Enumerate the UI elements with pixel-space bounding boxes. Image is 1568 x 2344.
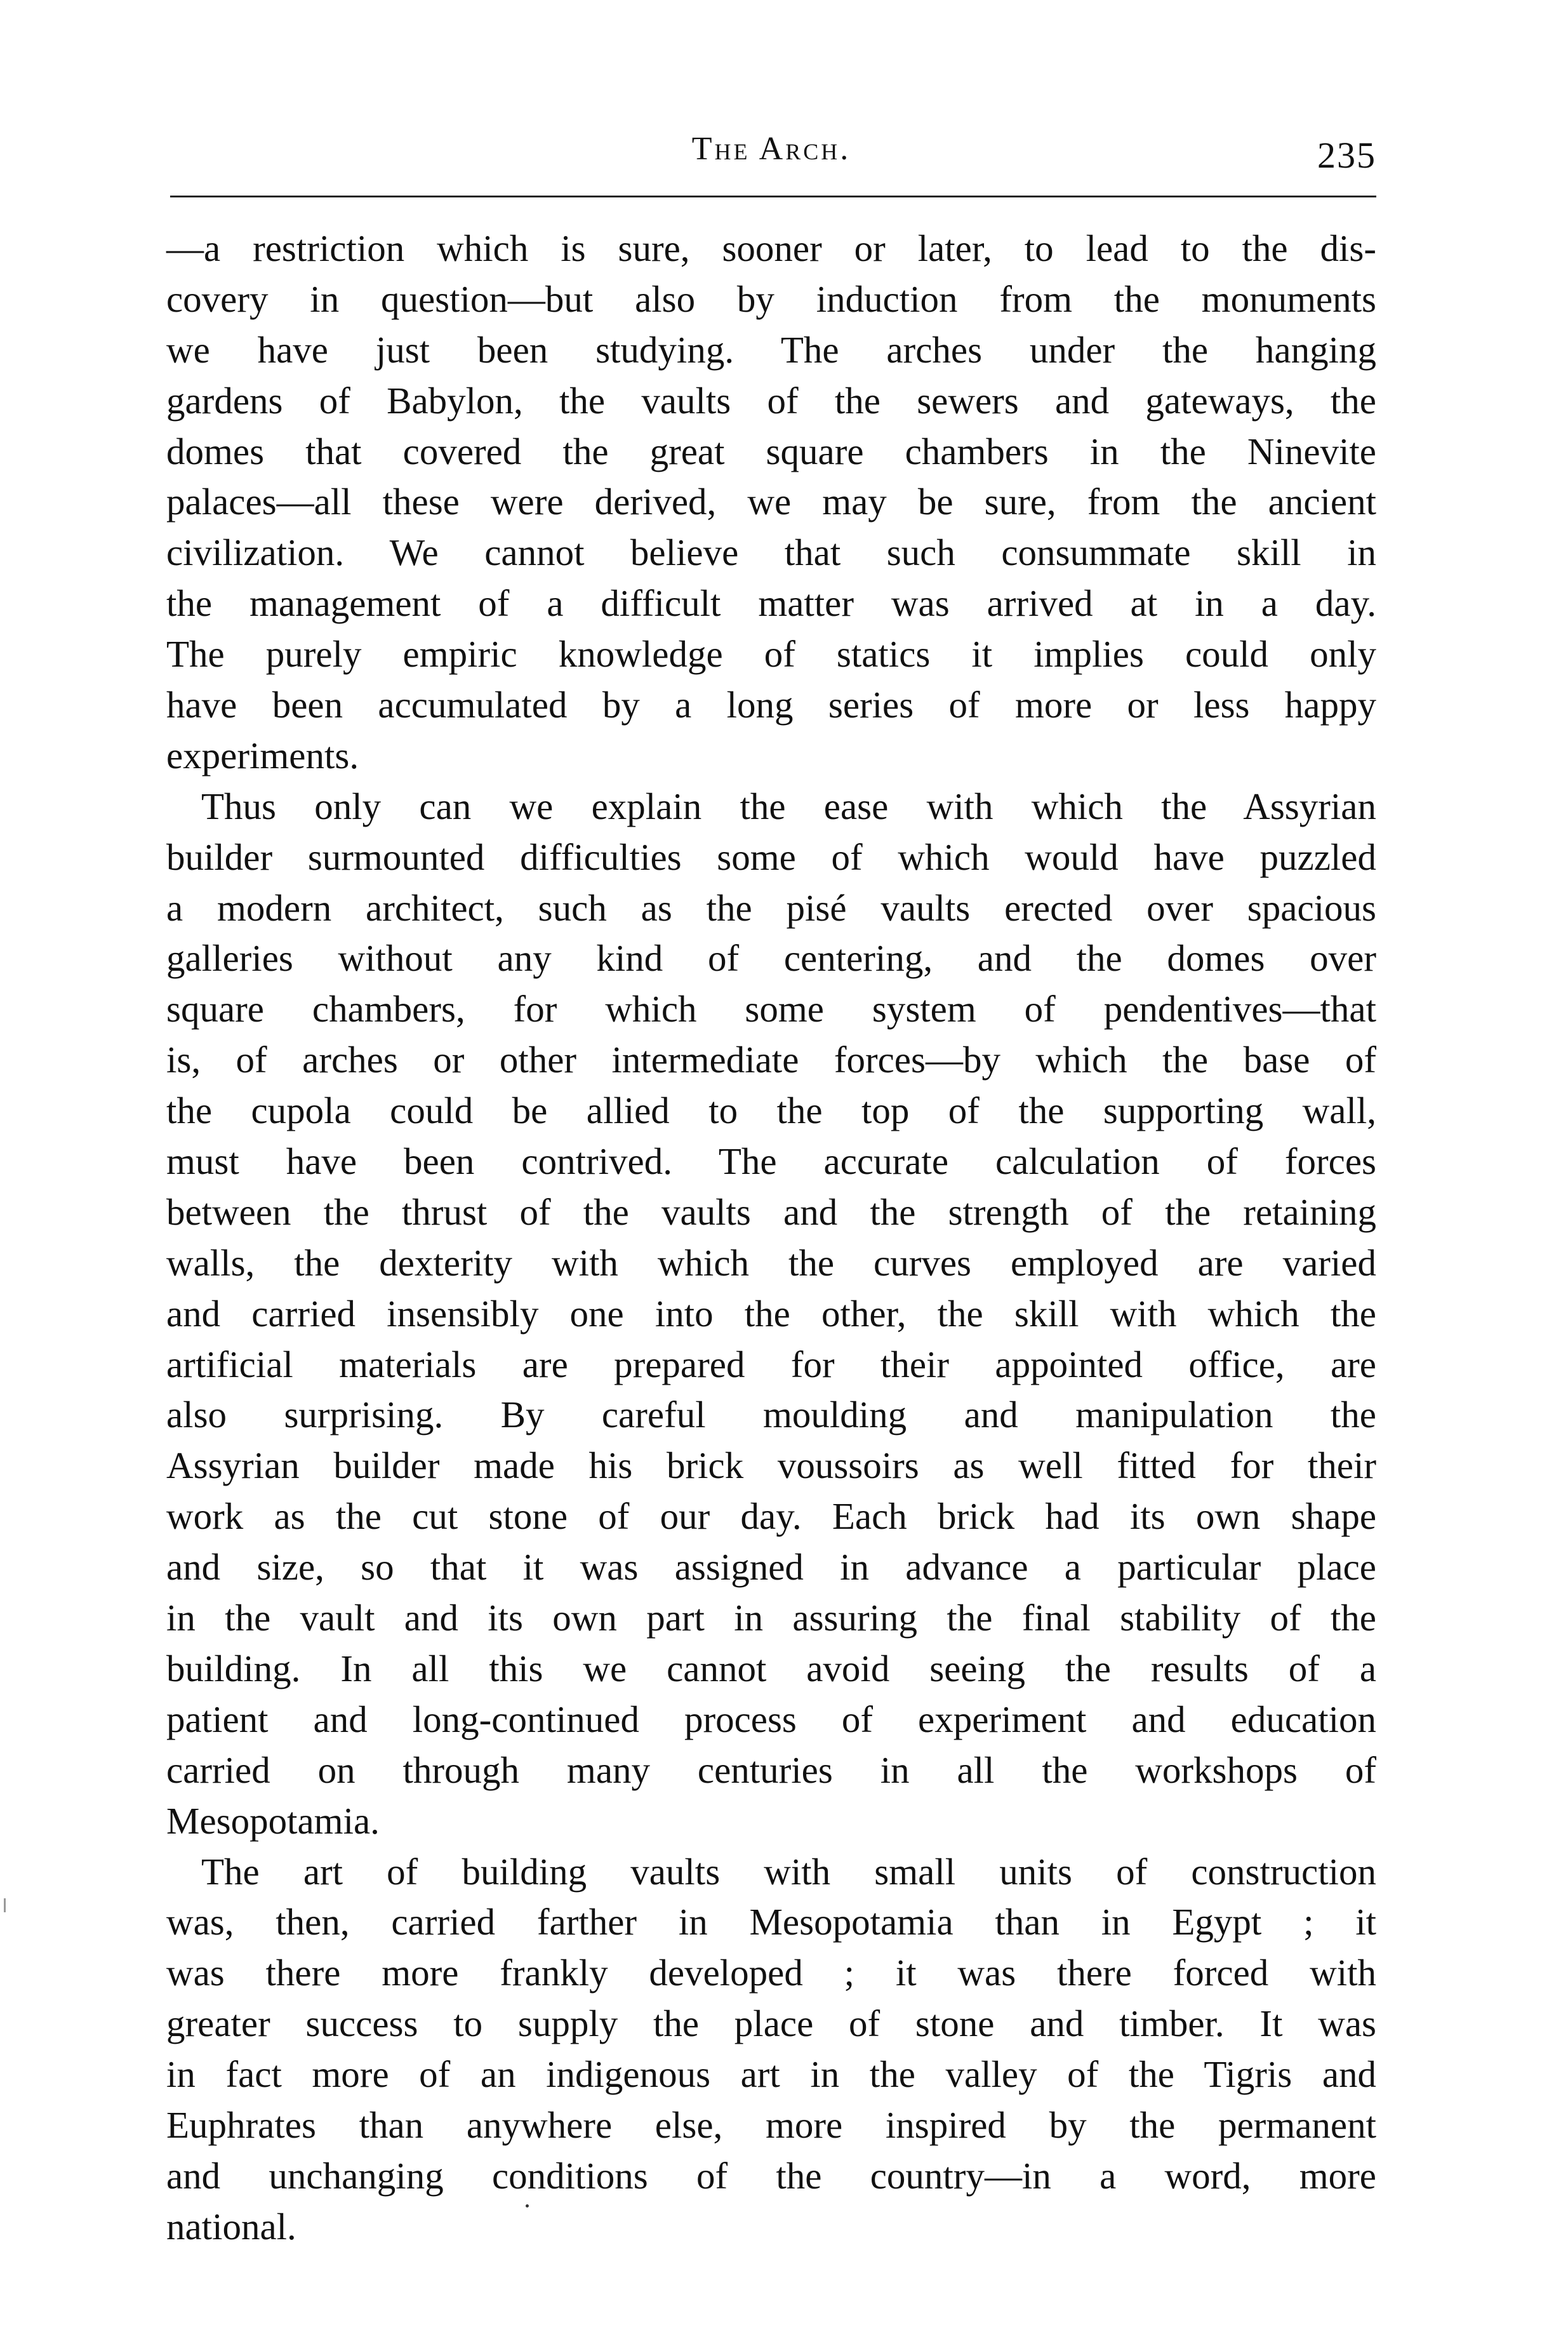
text-line: galleries without any kind of centering, and the domes over (166, 937, 1376, 980)
text-line: is, of arches or other intermediate forces—by which the base of (166, 1039, 1376, 1081)
text-line: work as the cut stone of our day. Each brick had its own shape (166, 1495, 1376, 1538)
text-line: must have been contrived. The accurate calculation of forces (166, 1140, 1376, 1183)
text-line: carried on through many centuries in all the workshops of (166, 1748, 1376, 1791)
text-line: patient and long-continued process of experiment and education (166, 1698, 1376, 1740)
text-line: Assyrian builder made his brick voussoirs as well fitted for their (166, 1444, 1376, 1487)
text-line: —a restriction which is sure, sooner or later, to lead to the dis- (166, 227, 1376, 269)
text-line: greater success to supply the place of stone and timber. It was (166, 2002, 1376, 2045)
page-number: 235 (1317, 135, 1376, 176)
text-line: was there more frankly developed ; it was there forced with (166, 1952, 1376, 1994)
text-line: walls, the dexterity with which the curves employed are varied (166, 1241, 1376, 1284)
text-line: square chambers, for which some system of pendentives—that (166, 988, 1376, 1030)
ink-speck (526, 2204, 529, 2207)
text-line: national. (166, 2205, 296, 2247)
running-title: The Arch. (691, 131, 851, 167)
text-line: in fact more of an indigenous art in the valley of the Tigris and (166, 2053, 1376, 2096)
running-head (166, 124, 1376, 175)
paragraph-start-line: The art of building vaults with small units of construction (201, 1850, 1376, 1893)
paragraph-start-line: Thus only can we explain the ease with which the Assyrian (201, 785, 1376, 827)
text-line: the cupola could be allied to the top of the supporting wall, (166, 1089, 1376, 1132)
text-line: the management of a difficult matter was arrived at in a day. (166, 582, 1376, 625)
text-line: and size, so that it was assigned in advance a particular place (166, 1546, 1376, 1588)
text-line: The purely empiric knowledge of statics it implies could only (166, 633, 1376, 676)
text-line: a modern architect, such as the pisé vaults erected over spacious (166, 886, 1376, 929)
text-line: between the thrust of the vaults and the strength of the retaining (166, 1190, 1376, 1233)
margin-mark (4, 1898, 6, 1912)
text-line: covery in question—but also by induction from the monuments (166, 277, 1376, 320)
text-line: Mesopotamia. (166, 1799, 380, 1842)
text-line: was, then, carried farther in Mesopotamia than in Egypt ; it (166, 1901, 1376, 1943)
text-line: in the vault and its own part in assuring the final stability of the (166, 1597, 1376, 1639)
text-line: builder surmounted difficulties some of which would have puzzled (166, 836, 1376, 878)
text-line: experiments. (166, 734, 359, 776)
text-line: domes that covered the great square chambers in the Ninevite (166, 430, 1376, 472)
body-text (166, 223, 1376, 2253)
text-line: also surprising. By careful moulding and manipulation the (166, 1394, 1376, 1436)
text-line: palaces—all these were derived, we may be sure, from the ancient (166, 481, 1376, 523)
text-line: Euphrates than anywhere else, more inspired by the permanent (166, 2103, 1376, 2146)
text-line: artificial materials are prepared for their appointed office, are (166, 1343, 1376, 1385)
header-rule (170, 196, 1376, 197)
text-line: gardens of Babylon, the vaults of the sewers and gateways, the (166, 379, 1376, 422)
text-line: and carried insensibly one into the other, the skill with which the (166, 1292, 1376, 1335)
text-line: have been accumulated by a long series of more or less happy (166, 684, 1376, 726)
text-line: we have just been studying. The arches under the hanging (166, 328, 1376, 371)
text-line: civilization. We cannot believe that such consummate skill in (166, 531, 1376, 574)
text-line: building. In all this we cannot avoid seeing the results of a (166, 1647, 1376, 1689)
text-line: and unchanging conditions of the country—in a word, more (166, 2154, 1376, 2197)
